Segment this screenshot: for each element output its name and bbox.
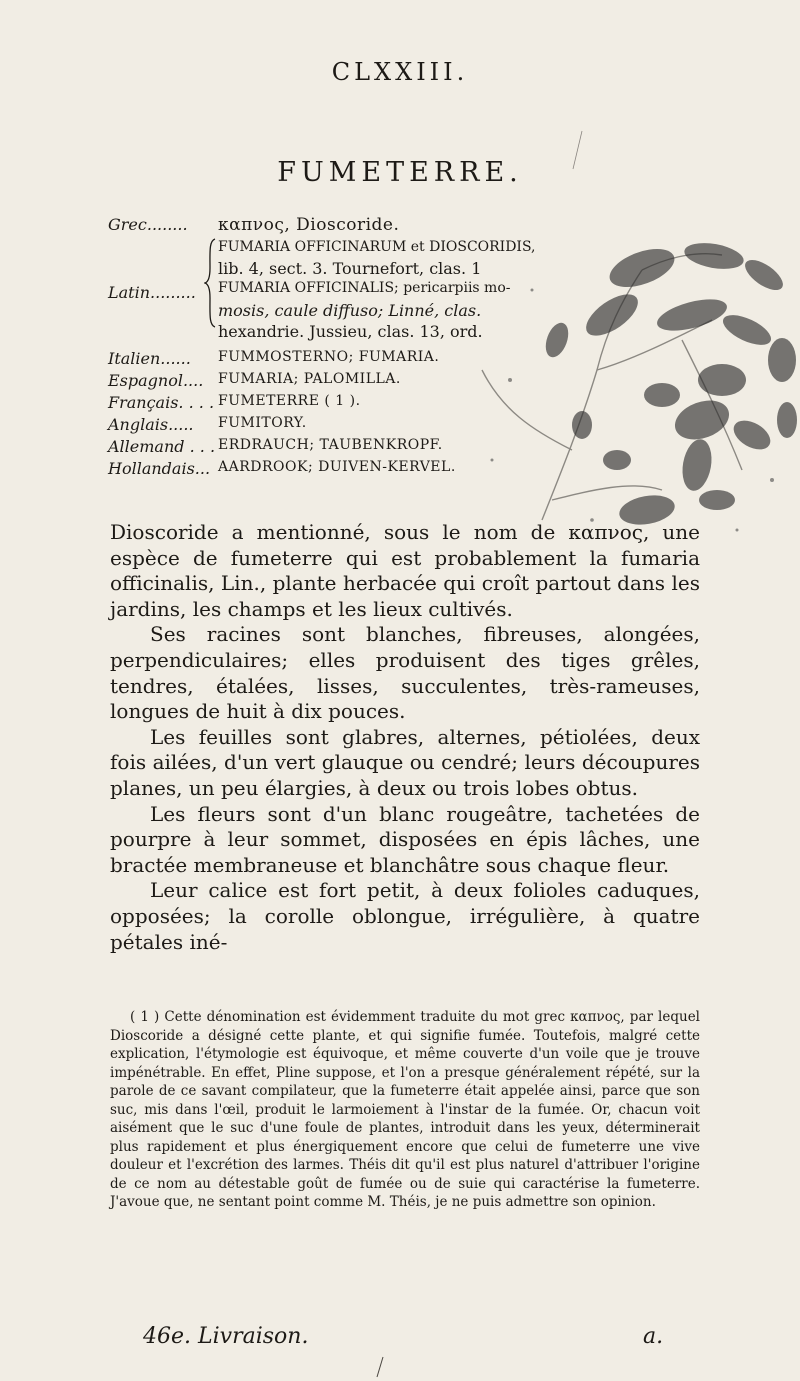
lang-value-grec: καπνος, Dioscoride. xyxy=(218,215,400,235)
lang-label-francais: Français. . . . xyxy=(108,393,215,412)
paragraph-1: Dioscoride a mentionné, sous le nom de καπνος, une espèce de fumeterre qui est probablement la fumaria officinalis, Lin., plante herbacée qui croît partout dans les jardins, les champs et les lieux cultivés. xyxy=(110,520,700,621)
latin-line-2: lib. 4, sect. 3. Tournefort, clas. 1 xyxy=(218,259,482,278)
lang-label-hollandais: Hollandais... xyxy=(108,459,211,478)
lang-value-francais: FUMETERRE ( 1 ). xyxy=(218,393,361,409)
paragraph-3: Les feuilles sont glabres, alternes, pétiolées, deux fois ailées, d'un vert glauque ou cendré; leurs découpures planes, un peu élargies, à deux ou trois lobes obtus. xyxy=(110,724,700,800)
ink-mark xyxy=(570,130,584,170)
latin-line-3: FUMARIA OFFICINALIS; pericarpiis mo- xyxy=(218,280,511,296)
lang-value-espagnol: FUMARIA; PALOMILLA. xyxy=(218,371,401,387)
signature-mark: a. xyxy=(643,1324,664,1349)
paragraph-4: Les fleurs sont d'un blanc rougeâtre, tachetées de pourpre à leur sommet, disposées en épis lâches, une bractée membraneuse et blanchâtre sous chaque fleur. xyxy=(110,801,700,877)
lang-label-espagnol: Espagnol.... xyxy=(108,371,204,390)
latin-line-5: hexandrie. Jussieu, clas. 13, ord. xyxy=(218,322,483,341)
footnote-1: ( 1 ) Cette dénomination est évidemment traduite du mot grec καπνος, par lequel Dioscoride a désigné cette plante, et qui signifie fumée. Toutefois, malgré cette explication, l'étymologie est équivoque, et même couverte d'un voile que je trouve impénétrable. En effet, Pline suppose, et l'on a presque généralement répété, sur la parole de ce savant compilateur, que la fumeterre était appelée ainsi, parce que son suc, mis dans l'œil, produit le larmoiement à l'instar de la fumée. Or, chacun voit aisément que le suc d'une foule de plantes, introduit dans les yeux, déterminerait plus rapidement et plus énergiquement encore que celui de fumeterre une vive douleur et l'excrétion des larmes. Théis dit qu'il est plus naturel d'attribuer l'origine de ce nom au détestable goût de fumée ou de suie qui caractérise la fumeterre. J'avoue que, ne sentant point comme M. Théis, je ne puis admettre son opinion. xyxy=(110,1009,700,1210)
latin-line-1: FUMARIA OFFICINARUM et DIOSCORIDIS, xyxy=(218,239,536,255)
lang-value-hollandais: AARDROOK; DUIVEN-KERVEL. xyxy=(218,459,456,475)
footnote-block xyxy=(110,1008,700,1212)
plant-illustration-bleedthrough xyxy=(392,220,800,550)
latin-line-4: mosis, caule diffuso; Linné, clas. xyxy=(218,301,482,320)
lang-label-italien: Italien...... xyxy=(108,349,191,368)
paragraph-5: Leur calice est fort petit, à deux folioles caduques, opposées; la corolle oblongue, irrégulière, à quatre pétales iné- xyxy=(110,878,700,954)
lang-value-italien: FUMMOSTERNO; FUMARIA. xyxy=(218,349,440,365)
lang-label-anglais: Anglais..... xyxy=(108,415,194,434)
livraison-label: 46e. Livraison. xyxy=(143,1324,309,1349)
lang-value-allemand: ERDRAUCH; TAUBENKROPF. xyxy=(218,437,443,453)
paragraph-2: Ses racines sont blanches, fibreuses, alongées, perpendiculaires; elles produisent des tiges grêles, tendres, étalées, lisses, succulentes, très-rameuses, longues de huit à dix pouces. xyxy=(110,622,700,724)
main-text xyxy=(110,520,700,955)
page-title: FUMETERRE. xyxy=(277,157,523,188)
lang-label-grec: Grec........ xyxy=(108,215,188,234)
plate-number: CLXXIII. xyxy=(331,58,469,86)
ink-mark xyxy=(375,1356,385,1378)
lang-value-anglais: FUMITORY. xyxy=(218,415,307,431)
lang-label-allemand: Allemand . . . xyxy=(108,437,216,456)
lang-label-latin: Latin......... xyxy=(108,283,196,302)
